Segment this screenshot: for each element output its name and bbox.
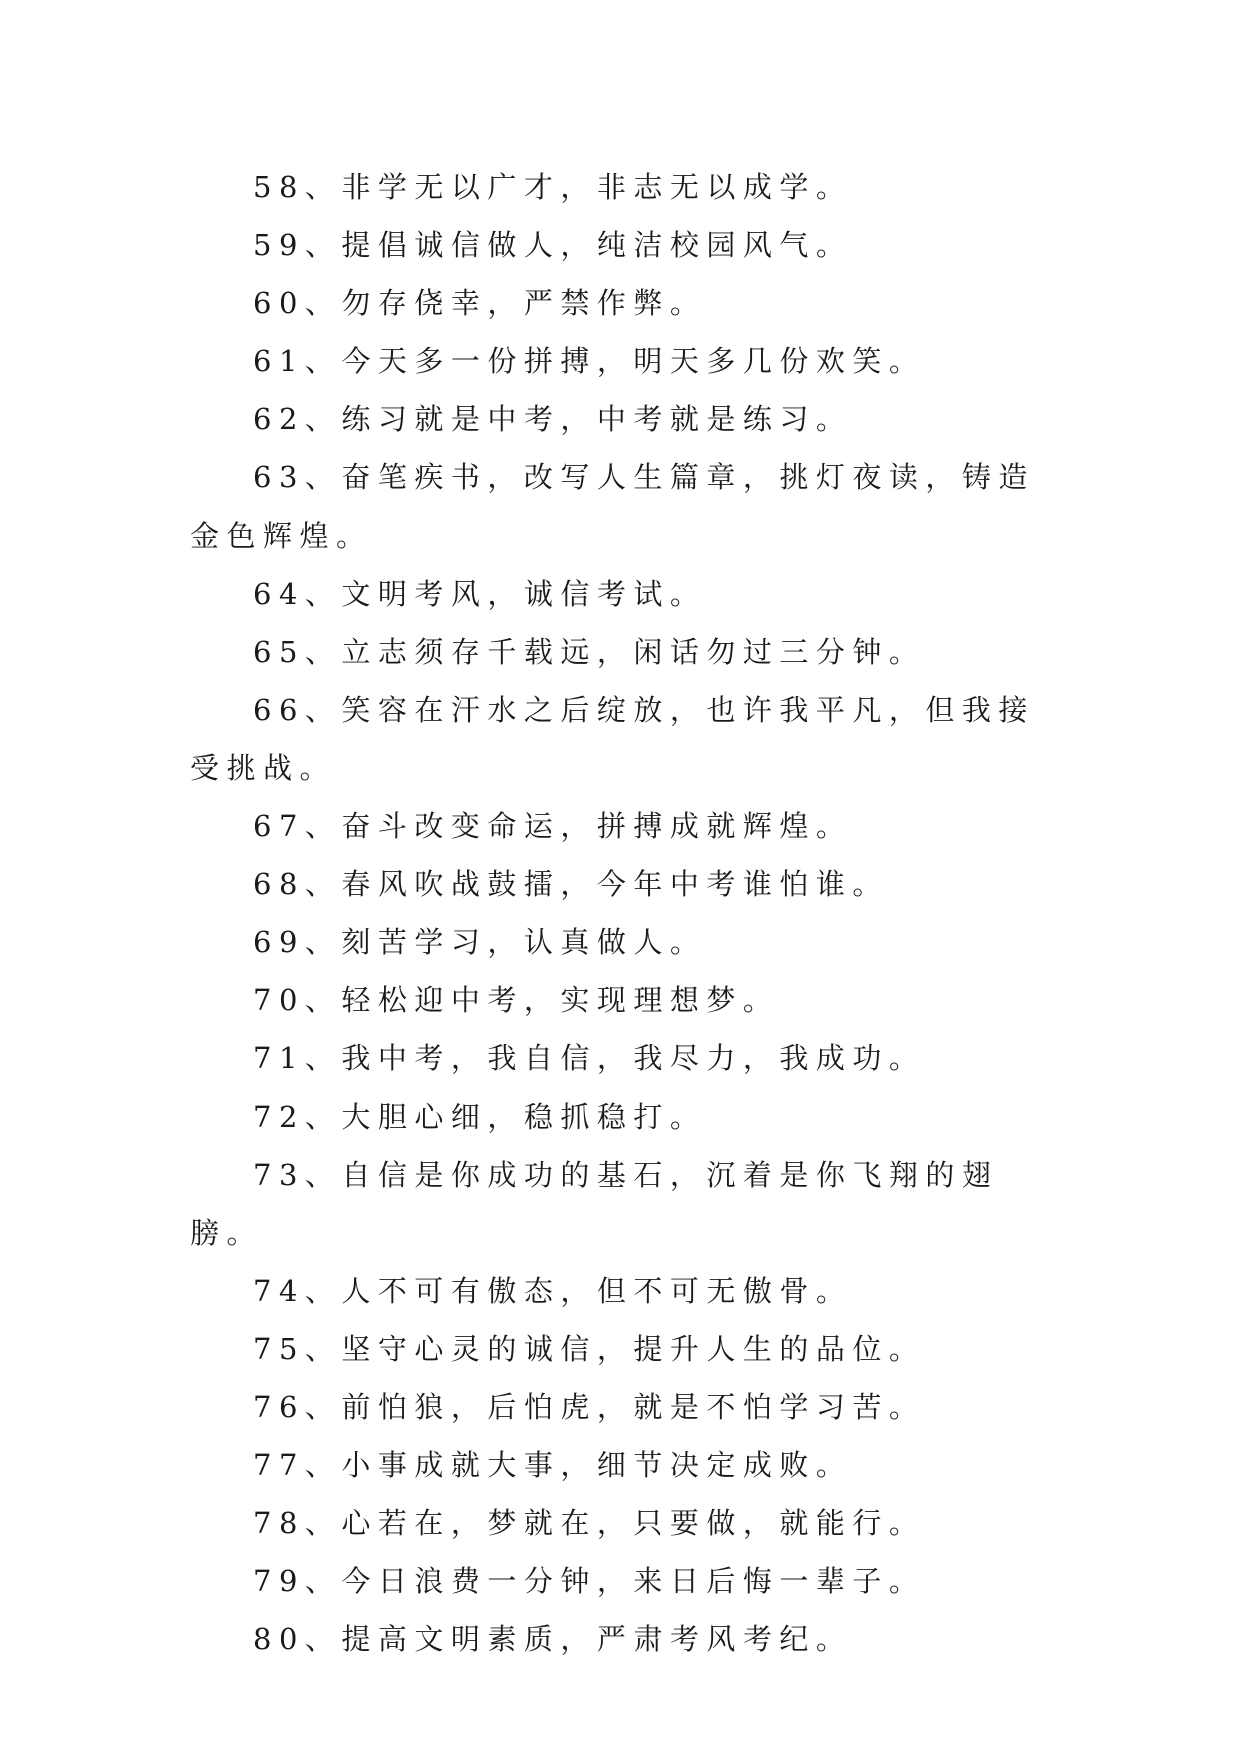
list-item: 64、文明考风，诚信考试。 [253,576,707,611]
list-item: 66、笑容在汗水之后绽放，也许我平凡，但我接受挑战。 [190,692,1035,785]
list-item: 65、立志须存千载远，闲话勿过三分钟。 [253,634,926,669]
list-item: 73、自信是你成功的基石，沉着是你飞翔的翅膀。 [190,1157,999,1250]
list-item: 79、今日浪费一分钟，来日后悔一辈子。 [253,1564,926,1599]
list-item: 59、提倡诚信做人，纯洁校园风气。 [253,228,853,263]
slogan-list [190,158,1060,1668]
list-item: 80、提高文明素质，严肃考风考纪。 [253,1622,853,1657]
list-item: 74、人不可有傲态，但不可无傲骨。 [253,1273,853,1308]
list-item: 70、轻松迎中考，实现理想梦。 [253,983,780,1018]
list-item: 62、练习就是中考，中考就是练习。 [253,402,853,437]
list-item: 76、前怕狼，后怕虎，就是不怕学习苦。 [253,1389,926,1424]
list-item: 72、大胆心细，稳抓稳打。 [253,1099,707,1134]
list-item: 77、小事成就大事，细节决定成败。 [253,1448,853,1483]
list-item: 67、奋斗改变命运，拼搏成就辉煌。 [253,809,853,844]
list-item: 58、非学无以广才，非志无以成学。 [253,170,853,204]
list-item: 75、坚守心灵的诚信，提升人生的品位。 [253,1331,926,1366]
list-item: 61、今天多一份拼搏，明天多几份欢笑。 [253,344,926,379]
list-item: 68、春风吹战鼓擂，今年中考谁怕谁。 [253,867,889,902]
list-item: 60、勿存侥幸，严禁作弊。 [253,286,707,321]
list-item: 71、我中考，我自信，我尽力，我成功。 [253,1041,926,1076]
list-item: 69、刻苦学习，认真做人。 [253,925,707,960]
list-item: 78、心若在，梦就在，只要做，就能行。 [253,1506,926,1541]
list-item: 63、奋笔疾书，改写人生篇章，挑灯夜读，铸造金色辉煌。 [190,460,1035,553]
